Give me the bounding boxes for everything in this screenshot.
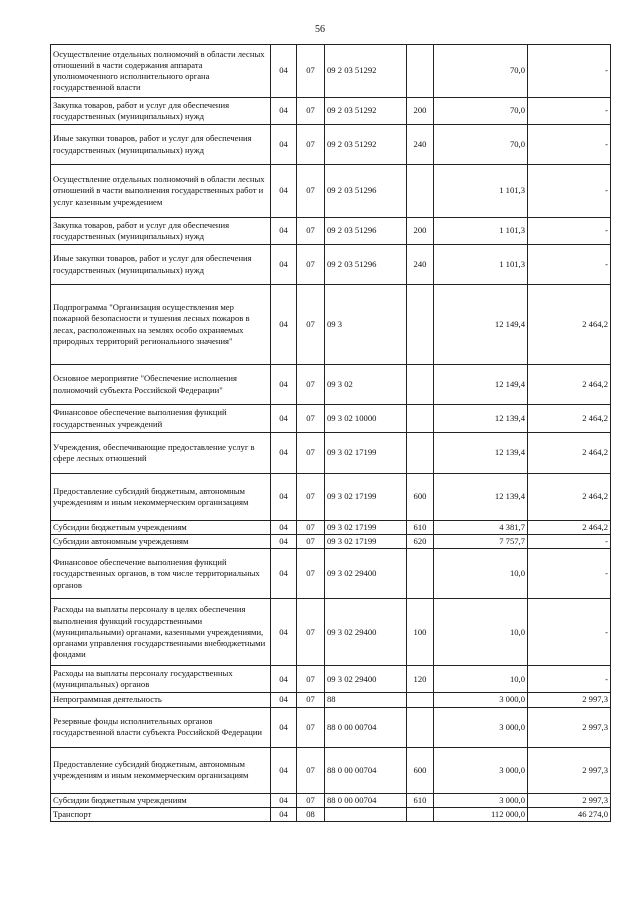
- subsection-code: 07: [297, 218, 325, 245]
- subsection-code: 07: [297, 405, 325, 433]
- row-name: Субсидии бюджетным учреждениям: [51, 793, 271, 807]
- target-article-code: 09 2 03 51292: [325, 98, 407, 125]
- target-article-code: 09 2 03 51296: [325, 218, 407, 245]
- target-article-code: 09 3 02 17199: [325, 433, 407, 474]
- subsection-code: 07: [297, 747, 325, 793]
- page-number: 56: [315, 24, 325, 35]
- subsection-code: 07: [297, 793, 325, 807]
- subsection-code: 07: [297, 245, 325, 285]
- executed-amount: -: [528, 165, 611, 218]
- expense-type-code: 610: [407, 793, 434, 807]
- expense-type-code: 600: [407, 474, 434, 521]
- section-code: 04: [271, 599, 297, 666]
- table-row: [51, 165, 611, 218]
- section-code: 04: [271, 245, 297, 285]
- executed-amount: -: [528, 599, 611, 666]
- expense-type-code: [407, 433, 434, 474]
- row-name: Расходы на выплаты персоналу государственных (муниципальных) органов: [51, 666, 271, 693]
- executed-amount: -: [528, 245, 611, 285]
- executed-amount: 2 997,3: [528, 707, 611, 747]
- row-name: Подпрограмма "Организация осуществления мер пожарной безопасности и тушения лесных пожаров в лесах, расположенных на землях особо охраняемых природных территорий регионального значения": [51, 285, 271, 365]
- planned-amount: 70,0: [434, 125, 528, 165]
- planned-amount: 3 000,0: [434, 793, 528, 807]
- row-name: Резервные фонды исполнительных органов государственной власти субъекта Российской Федерации: [51, 707, 271, 747]
- row-name: Транспорт: [51, 807, 271, 821]
- planned-amount: 10,0: [434, 666, 528, 693]
- section-code: 04: [271, 165, 297, 218]
- executed-amount: -: [528, 125, 611, 165]
- subsection-code: 07: [297, 693, 325, 707]
- target-article-code: 88: [325, 693, 407, 707]
- planned-amount: 4 381,7: [434, 521, 528, 535]
- target-article-code: 09 3 02: [325, 365, 407, 405]
- section-code: 04: [271, 747, 297, 793]
- planned-amount: 10,0: [434, 549, 528, 599]
- table-row: [51, 807, 611, 821]
- executed-amount: 46 274,0: [528, 807, 611, 821]
- planned-amount: 70,0: [434, 45, 528, 98]
- target-article-code: 09 3 02 29400: [325, 666, 407, 693]
- subsection-code: 07: [297, 285, 325, 365]
- executed-amount: 2 464,2: [528, 285, 611, 365]
- expense-type-code: [407, 707, 434, 747]
- section-code: 04: [271, 693, 297, 707]
- target-article-code: [325, 807, 407, 821]
- row-name: Субсидии автономным учреждениям: [51, 535, 271, 549]
- executed-amount: -: [528, 666, 611, 693]
- planned-amount: 12 139,4: [434, 474, 528, 521]
- table-row: [51, 245, 611, 285]
- planned-amount: 3 000,0: [434, 747, 528, 793]
- expense-type-code: [407, 549, 434, 599]
- expense-type-code: 240: [407, 245, 434, 285]
- row-name: Осуществление отдельных полномочий в области лесных отношений в части выполнения государственных работ и услуг казенным учреждением: [51, 165, 271, 218]
- row-name: Иные закупки товаров, работ и услуг для обеспечения государственных (муниципальных) нужд: [51, 125, 271, 165]
- planned-amount: 1 101,3: [434, 245, 528, 285]
- table-row: [51, 474, 611, 521]
- target-article-code: 09 3 02 10000: [325, 405, 407, 433]
- table-row: [51, 693, 611, 707]
- section-code: 04: [271, 807, 297, 821]
- subsection-code: 07: [297, 98, 325, 125]
- table-row: [51, 433, 611, 474]
- target-article-code: 88 0 00 00704: [325, 707, 407, 747]
- executed-amount: -: [528, 45, 611, 98]
- target-article-code: 09 3: [325, 285, 407, 365]
- planned-amount: 70,0: [434, 98, 528, 125]
- table-row: [51, 599, 611, 666]
- planned-amount: 3 000,0: [434, 693, 528, 707]
- target-article-code: 09 3 02 29400: [325, 549, 407, 599]
- table-row: [51, 793, 611, 807]
- section-code: 04: [271, 218, 297, 245]
- table-row: [51, 45, 611, 98]
- expense-type-code: 100: [407, 599, 434, 666]
- target-article-code: 88 0 00 00704: [325, 793, 407, 807]
- expense-type-code: [407, 45, 434, 98]
- section-code: 04: [271, 666, 297, 693]
- table-row: [51, 549, 611, 599]
- expense-type-code: 610: [407, 521, 434, 535]
- executed-amount: 2 997,3: [528, 693, 611, 707]
- planned-amount: 7 757,7: [434, 535, 528, 549]
- executed-amount: 2 464,2: [528, 365, 611, 405]
- subsection-code: 08: [297, 807, 325, 821]
- table-row: [51, 98, 611, 125]
- executed-amount: -: [528, 549, 611, 599]
- subsection-code: 07: [297, 666, 325, 693]
- expense-type-code: 600: [407, 747, 434, 793]
- expense-type-code: 200: [407, 218, 434, 245]
- table-row: [51, 666, 611, 693]
- executed-amount: -: [528, 218, 611, 245]
- expense-type-code: [407, 285, 434, 365]
- table-row: [51, 747, 611, 793]
- row-name: Субсидии бюджетным учреждениям: [51, 521, 271, 535]
- target-article-code: 09 3 02 17199: [325, 535, 407, 549]
- row-name: Учреждения, обеспечивающие предоставление услуг в сфере лесных отношений: [51, 433, 271, 474]
- section-code: 04: [271, 707, 297, 747]
- section-code: 04: [271, 365, 297, 405]
- planned-amount: 10,0: [434, 599, 528, 666]
- section-code: 04: [271, 125, 297, 165]
- target-article-code: 09 2 03 51292: [325, 45, 407, 98]
- executed-amount: 2 997,3: [528, 793, 611, 807]
- planned-amount: 12 149,4: [434, 365, 528, 405]
- row-name: Финансовое обеспечение выполнения функций государственных учреждений: [51, 405, 271, 433]
- executed-amount: 2 464,2: [528, 474, 611, 521]
- subsection-code: 07: [297, 45, 325, 98]
- target-article-code: 09 3 02 29400: [325, 599, 407, 666]
- section-code: 04: [271, 521, 297, 535]
- row-name: Закупка товаров, работ и услуг для обеспечения государственных (муниципальных) нужд: [51, 98, 271, 125]
- expense-type-code: [407, 405, 434, 433]
- subsection-code: 07: [297, 549, 325, 599]
- subsection-code: 07: [297, 599, 325, 666]
- section-code: 04: [271, 405, 297, 433]
- planned-amount: 12 139,4: [434, 433, 528, 474]
- target-article-code: 09 2 03 51296: [325, 245, 407, 285]
- target-article-code: 09 3 02 17199: [325, 474, 407, 521]
- planned-amount: 12 149,4: [434, 285, 528, 365]
- executed-amount: 2 464,2: [528, 405, 611, 433]
- table-row: [51, 521, 611, 535]
- executed-amount: 2 464,2: [528, 521, 611, 535]
- executed-amount: 2 997,3: [528, 747, 611, 793]
- row-name: Закупка товаров, работ и услуг для обеспечения государственных (муниципальных) нужд: [51, 218, 271, 245]
- section-code: 04: [271, 285, 297, 365]
- expense-type-code: [407, 693, 434, 707]
- table-row: [51, 365, 611, 405]
- table-row: [51, 535, 611, 549]
- row-name: Осуществление отдельных полномочий в области лесных отношений в части содержания аппарата уполномоченного исполнительного органа государственной власти: [51, 45, 271, 98]
- table-row: [51, 285, 611, 365]
- budget-table: [50, 44, 611, 822]
- subsection-code: 07: [297, 707, 325, 747]
- subsection-code: 07: [297, 165, 325, 218]
- row-name: Финансовое обеспечение выполнения функций государственных органов, в том числе территориальных органов: [51, 549, 271, 599]
- expense-type-code: 200: [407, 98, 434, 125]
- table-row: [51, 707, 611, 747]
- section-code: 04: [271, 793, 297, 807]
- subsection-code: 07: [297, 125, 325, 165]
- planned-amount: 12 139,4: [434, 405, 528, 433]
- row-name: Предоставление субсидий бюджетным, автономным учреждениям и иным некоммерческим организациям: [51, 474, 271, 521]
- table-row: [51, 218, 611, 245]
- expense-type-code: [407, 165, 434, 218]
- executed-amount: 2 464,2: [528, 433, 611, 474]
- executed-amount: -: [528, 535, 611, 549]
- subsection-code: 07: [297, 535, 325, 549]
- subsection-code: 07: [297, 521, 325, 535]
- subsection-code: 07: [297, 433, 325, 474]
- section-code: 04: [271, 535, 297, 549]
- row-name: Основное мероприятие "Обеспечение исполнения полномочий субъекта Российской Федерации": [51, 365, 271, 405]
- target-article-code: 09 2 03 51296: [325, 165, 407, 218]
- executed-amount: -: [528, 98, 611, 125]
- expense-type-code: 120: [407, 666, 434, 693]
- section-code: 04: [271, 433, 297, 474]
- row-name: Непрограммная деятельность: [51, 693, 271, 707]
- expense-type-code: 240: [407, 125, 434, 165]
- section-code: 04: [271, 474, 297, 521]
- row-name: Иные закупки товаров, работ и услуг для обеспечения государственных (муниципальных) нужд: [51, 245, 271, 285]
- expense-type-code: [407, 365, 434, 405]
- section-code: 04: [271, 549, 297, 599]
- table-row: [51, 125, 611, 165]
- planned-amount: 3 000,0: [434, 707, 528, 747]
- expense-type-code: 620: [407, 535, 434, 549]
- subsection-code: 07: [297, 365, 325, 405]
- target-article-code: 09 2 03 51292: [325, 125, 407, 165]
- section-code: 04: [271, 98, 297, 125]
- planned-amount: 1 101,3: [434, 218, 528, 245]
- subsection-code: 07: [297, 474, 325, 521]
- planned-amount: 112 000,0: [434, 807, 528, 821]
- table-row: [51, 405, 611, 433]
- target-article-code: 88 0 00 00704: [325, 747, 407, 793]
- planned-amount: 1 101,3: [434, 165, 528, 218]
- section-code: 04: [271, 45, 297, 98]
- target-article-code: 09 3 02 17199: [325, 521, 407, 535]
- expense-type-code: [407, 807, 434, 821]
- row-name: Предоставление субсидий бюджетным, автономным учреждениям и иным некоммерческим организациям: [51, 747, 271, 793]
- row-name: Расходы на выплаты персоналу в целях обеспечения выполнения функций государственными (муниципальными) органами, казенными учреждениями, органами управления государственными внебюджетными фондами: [51, 599, 271, 666]
